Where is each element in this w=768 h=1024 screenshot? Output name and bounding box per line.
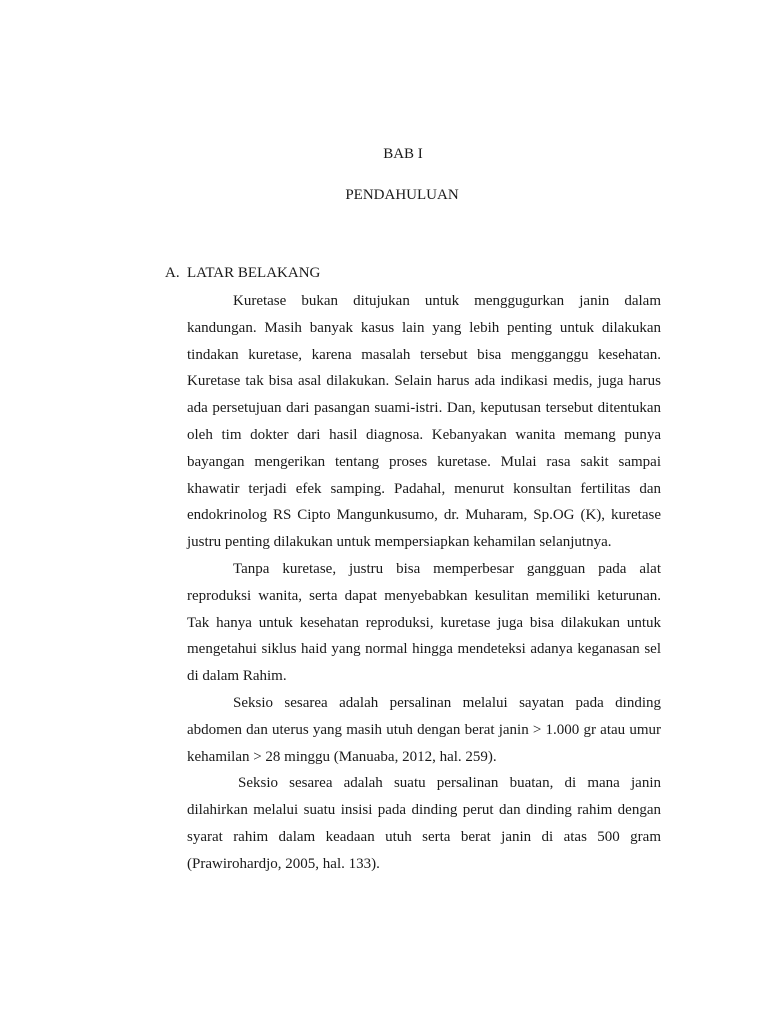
body-text xyxy=(187,288,661,878)
paragraph: Kuretase bukan ditujukan untuk menggugurkan janin dalam kandungan. Masih banyak kasus lain yang lebih penting untuk dilakukan tindakan kuretase, karena masalah tersebut bisa mengganggu kesehatan. Kuretase tak bisa asal dilakukan. Selain harus ada indikasi medis, juga harus ada persetujuan dari pasangan suami-istri. Dan, keputusan tersebut ditentukan oleh tim dokter dari hasil diagnosa. Kebanyakan wanita memang punya bayangan mengerikan tentang proses kuretase. Mulai rasa sakit sampai khawatir terjadi efek samping. Padahal, menurut konsultan fertilitas dan endokrinolog RS Cipto Mangunkusumo, dr. Muharam, Sp.OG (K), kuretase justru penting dilakukan untuk mempersiapkan kehamilan selanjutnya. xyxy=(187,293,661,551)
chapter-number: BAB I xyxy=(383,146,423,162)
paragraph: Seksio sesarea adalah persalinan melalui sayatan pada dinding abdomen dan uterus yang masih utuh dengan berat janin > 1.000 gr atau umur kehamilan > 28 minggu (Manuaba, 2012, hal. 259). xyxy=(187,694,661,765)
paragraph: Seksio sesarea adalah suatu persalinan buatan, di mana janin dilahirkan melalui suatu insisi pada dinding perut dan dinding rahim dengan syarat rahim dalam keadaan utuh serta berat janin di atas 500 gram (Prawirohardjo, 2005, hal. 133). xyxy=(187,775,661,872)
paragraph: Tanpa kuretase, justru bisa memperbesar gangguan pada alat reproduksi wanita, serta dapat menyebabkan kesulitan memiliki keturunan. Tak hanya untuk kesehatan reproduksi, kuretase juga bisa dilakukan untuk mengetahui siklus haid yang normal hingga mendeteksi adanya keganasan sel di dalam Rahim. xyxy=(187,560,661,685)
section-marker: A. xyxy=(165,265,180,281)
section-title: LATAR BELAKANG xyxy=(187,265,321,281)
section-heading xyxy=(165,262,320,284)
chapter-title: PENDAHULUAN xyxy=(345,187,459,203)
